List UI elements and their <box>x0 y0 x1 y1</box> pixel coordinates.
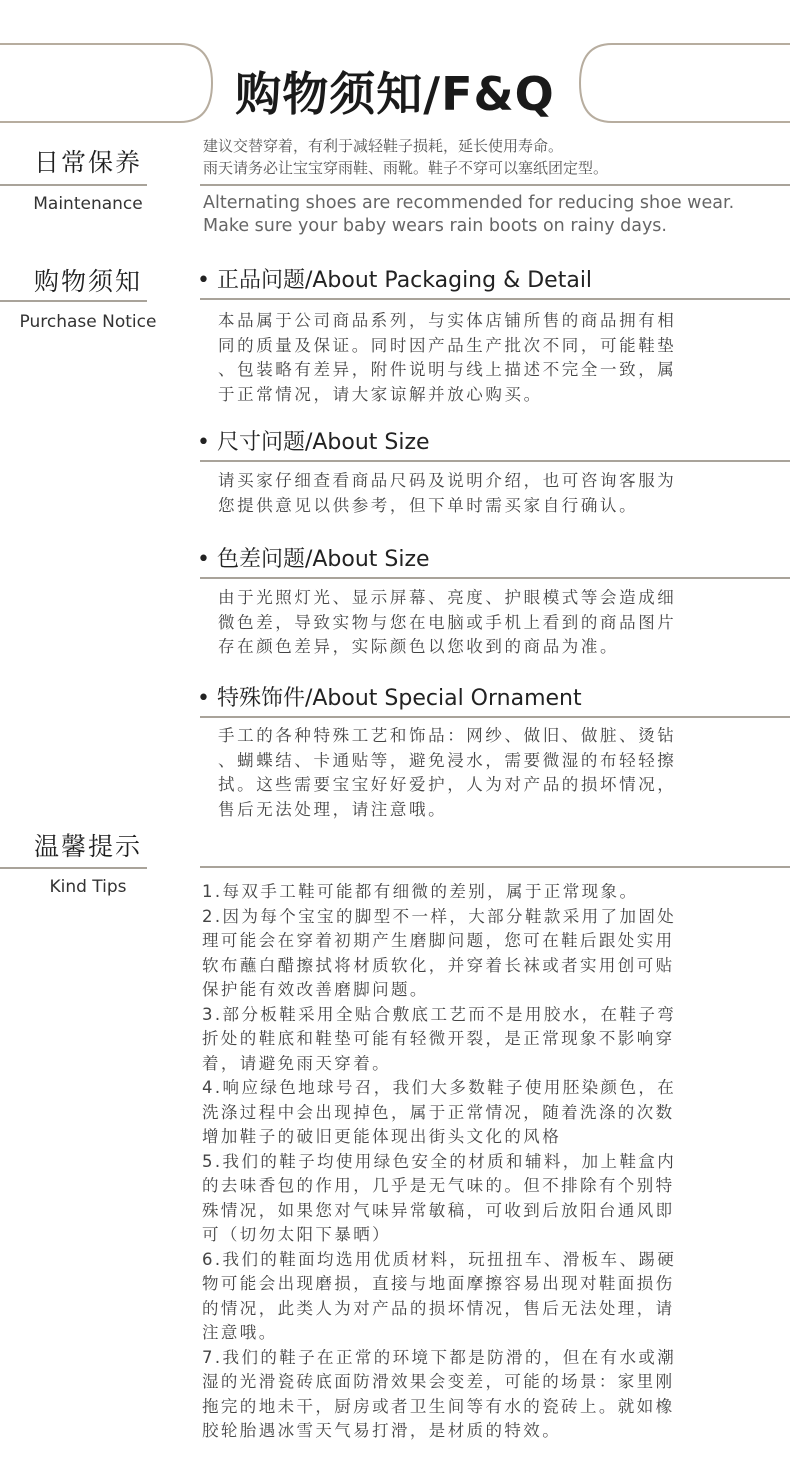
item-ornament-divider <box>200 716 790 718</box>
item-size-divider <box>200 460 790 462</box>
item-packaging-divider <box>200 298 790 300</box>
maintenance-right-divider <box>200 184 790 186</box>
tips-title-en: Kind Tips <box>49 877 127 897</box>
maintenance-en-line-2: Make sure your baby wears rain boots on rainy days. <box>203 216 667 236</box>
item-color-title: • 色差问题/About Size <box>197 547 430 572</box>
item-ornament-body: 手工的各种特殊工艺和饰品：网纱、做旧、做脏、烫钻 、蝴蝶结、卡通贴等，避免浸水，需要微湿的布轻轻擦 拭。这些需要宝宝好好爱护，人为对产品的损坏情况， 售后无法处理，请注意哦。 <box>218 726 677 819</box>
purchase-title-cn: 购物须知 <box>33 267 142 296</box>
item-size-body: 请买家仔细查看商品尺码及说明介绍，也可咨询客服为 您提供意见以供参考，但下单时需买家自行确认。 <box>218 471 677 515</box>
tips-right-divider <box>200 866 790 868</box>
item-color-body: 由于光照灯光、显示屏幕、亮度、护眼模式等会造成细 微色差，导致实物与您在电脑或手机上看到的商品图片 存在颜色差异，实际颜色以您收到的商品为准。 <box>218 588 677 656</box>
tips-list: 1.每双手工鞋可能都有细微的差别，属于正常现象。 2.因为每个宝宝的脚型不一样，大部分鞋款采用了加固处 理可能会在穿着初期产生磨脚问题，您可在鞋后跟处实用 软布蘸白醋擦拭将材质软化，并穿着长袜或者实用创可贴 保护能有效改善磨脚问题。 3.部分板鞋采用全贴合敷底工艺而不是用胶水，在鞋子弯 折处的鞋底和鞋垫可能有轻微开裂，是正常现象不影响穿 着，请避免雨天穿着。 4.响应绿色地球号召，我们大多数鞋子使用胚染颜色，在 洗涤过程中会出现掉色，属于正常情况，随着洗涤的次数 增加鞋子的破旧更能体现出街头文化的风格 5.我们的鞋子均使用绿色安全的材质和辅料，加上鞋盒内 的去味香包的作用，几乎是无气味的。但不排除有个别特 殊情况，如果您对气味异常敏稿，可收到后放阳台通风即 可（切勿太阳下暴晒） 6.我们的鞋面均选用优质材料，玩扭扭车、滑板车、踢硬 物可能会出现磨损，直接与地面摩擦容易出现对鞋面损伤 的情况，此类人为对产品的损坏情况，售后无法处理，请 注意哦。 7.我们的鞋子在正常的环境下都是防滑的，但在有水或潮 湿的光滑瓷砖底面防滑效果会变差，可能的场景：家里刚 拖完的地未干，厨房或者卫生间等有水的瓷砖上。就如橡 胶轮胎遇冰雪天气易打滑，是材质的特效。 <box>202 882 677 1440</box>
item-packaging-body: 本品属于公司商品系列，与实体店铺所售的商品拥有相 同的质量及保证。同时因产品生产批次不同，可能鞋垫 、包装略有差异，附件说明与线上描述不完全一致，属 于正常情况，请大家谅解并放心购买。 <box>218 311 677 404</box>
maintenance-left-divider <box>0 184 147 186</box>
tips-left-divider <box>0 867 147 869</box>
purchase-title-en: Purchase Notice <box>19 312 157 332</box>
item-size-title: • 尺寸问题/About Size <box>197 430 430 455</box>
page-title: 购物须知/F&Q <box>235 67 555 121</box>
purchase-left-divider <box>0 300 147 302</box>
maintenance-title-en: Maintenance <box>33 194 143 214</box>
maintenance-title-cn: 日常保养 <box>33 148 142 177</box>
tips-title-cn: 温馨提示 <box>33 832 142 861</box>
maintenance-en-line-1: Alternating shoes are recommended for reducing shoe wear. <box>203 193 735 213</box>
maintenance-text-line-1: 建议交替穿着，有利于减轻鞋子损耗，延长使用寿命。 <box>203 137 564 155</box>
item-color-divider <box>200 577 790 579</box>
item-packaging-title: • 正品问题/About Packaging & Detail <box>197 268 593 293</box>
item-ornament-title: • 特殊饰件/About Special Ornament <box>197 686 582 711</box>
maintenance-text-line-2: 雨天请务必让宝宝穿雨鞋、雨靴。鞋子不穿可以塞纸团定型。 <box>203 159 609 177</box>
